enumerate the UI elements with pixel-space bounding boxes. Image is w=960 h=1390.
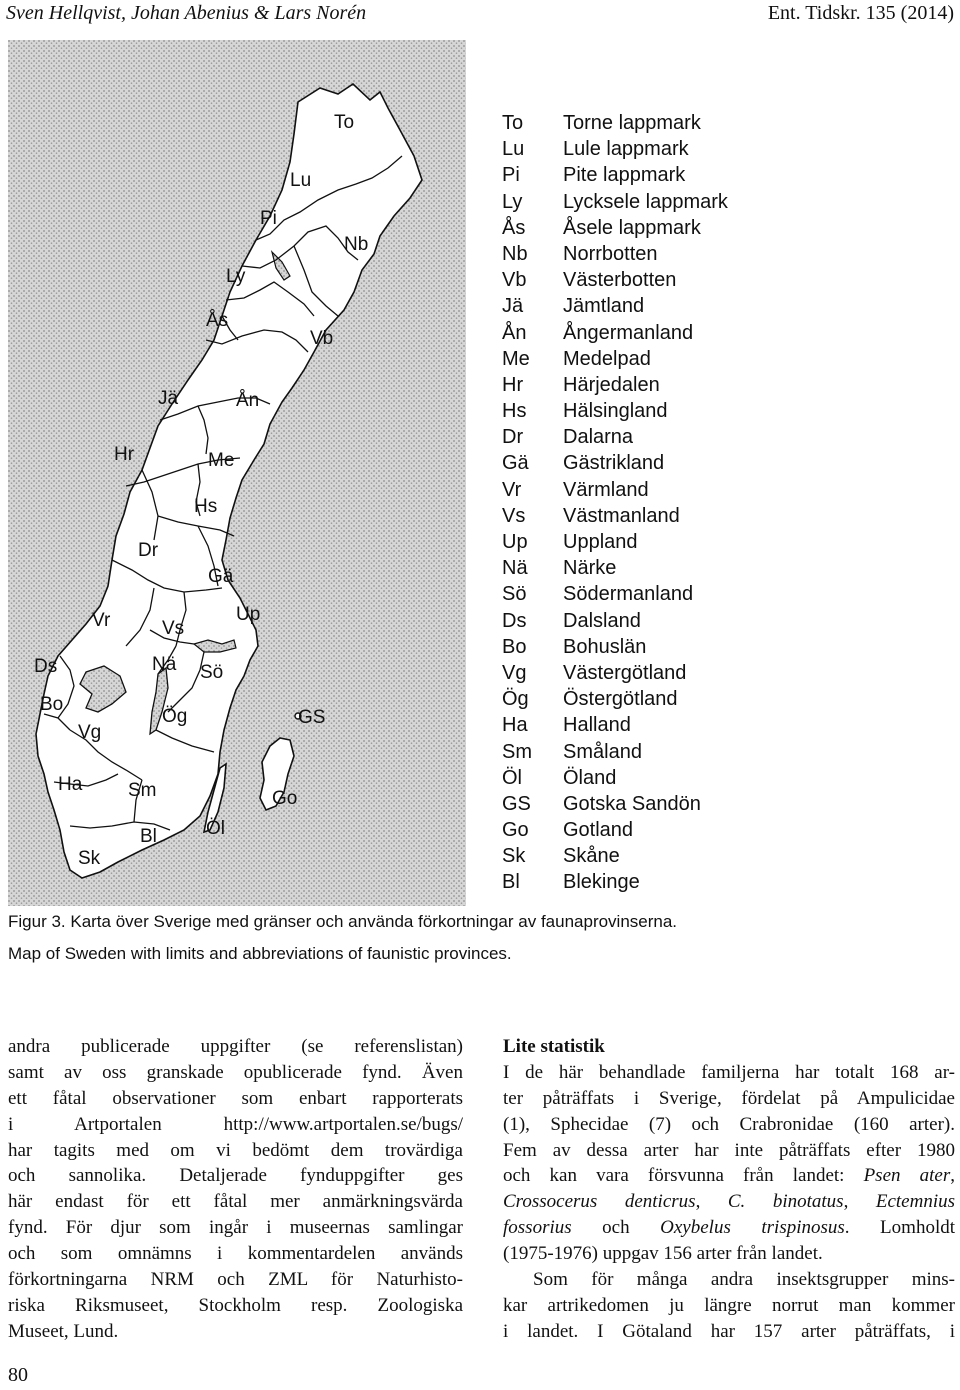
legend-abbreviation: Nä: [502, 557, 528, 580]
legend-abbreviation: Vg: [502, 661, 527, 684]
province-legend: [502, 110, 942, 896]
legend-abbreviation: GS: [502, 792, 531, 815]
legend-row: [502, 136, 942, 162]
legend-abbreviation: Sm: [502, 740, 532, 763]
legend-abbreviation: Up: [502, 531, 528, 553]
map-label-bl: Bl: [140, 826, 157, 847]
text-line: Museet, Lund.: [8, 1320, 119, 1342]
text-line: kar artrikedomen ju längre norrut man kommer: [503, 1294, 955, 1316]
legend-province-name: Åsele lappmark: [563, 216, 701, 239]
species-name: C. binotatus: [727, 1191, 844, 1213]
legend-row: [502, 608, 942, 634]
legend-province-name: Gotska Sandön: [563, 792, 701, 815]
legend-province-name: Härjedalen: [563, 373, 660, 396]
map-label-og: Ög: [162, 706, 188, 727]
legend-row: [502, 712, 942, 738]
text-line: i Artportalen http://www.artportalen.se/bugs/: [8, 1113, 463, 1135]
figure-caption: [8, 906, 948, 970]
legend-province-name: Hälsingland: [563, 400, 668, 423]
sweden-map: [8, 40, 466, 906]
map-label-lu: Lu: [290, 170, 312, 191]
text-line: riska Riksmuseet, Stockholm resp. Zoologiska: [8, 1294, 463, 1316]
legend-row: [502, 215, 942, 241]
text-span: och kan vara försvunna från landet:: [503, 1165, 864, 1187]
legend-province-name: Öland: [563, 766, 617, 789]
legend-province-name: Södermanland: [563, 583, 694, 606]
map-label-vb: Vb: [310, 328, 334, 349]
legend-row: [502, 241, 942, 267]
map-label-vg: Vg: [78, 722, 102, 743]
text-line: [503, 1163, 955, 1189]
legend-abbreviation: Ån: [502, 321, 527, 344]
legend-province-name: Värmland: [563, 478, 649, 501]
legend-abbreviation: Hs: [502, 400, 527, 423]
legend-abbreviation: Gä: [502, 452, 529, 475]
legend-abbreviation: Ög: [502, 688, 529, 711]
map-label-nb: Nb: [344, 234, 369, 255]
legend-abbreviation: Sö: [502, 583, 527, 606]
text-line: samt av oss granskade opublicerade fynd. Även: [8, 1061, 463, 1083]
legend-row: [502, 765, 942, 791]
legend-row: [502, 110, 942, 136]
legend-province-name: Västmanland: [563, 504, 680, 527]
text-line: förkortningarna NRM och ZML för Naturhisto-: [8, 1269, 463, 1291]
legend-abbreviation: Vs: [502, 504, 526, 527]
legend-abbreviation: To: [502, 112, 524, 134]
map-label-ol: Öl: [206, 818, 225, 839]
legend-province-name: Lule lappmark: [563, 138, 689, 161]
text-line: här endast för ett fåtal mer anmärkningsvärda: [8, 1191, 463, 1213]
legend-abbreviation: Vr: [502, 478, 522, 501]
running-head: [6, 2, 954, 30]
map-label-hs: Hs: [194, 496, 218, 517]
legend-abbreviation: Bl: [502, 871, 520, 894]
text-line: [503, 1189, 955, 1215]
legend-abbreviation: Pi: [502, 164, 520, 187]
legend-row: [502, 398, 942, 424]
legend-province-name: Skåne: [563, 845, 620, 868]
map-label-as: Ås: [206, 310, 229, 331]
map-label-sm: Sm: [128, 780, 157, 801]
text-line: och sannolika. Detaljerade fynduppgifter ges: [8, 1165, 463, 1187]
map-label-so: Sö: [200, 662, 224, 683]
legend-row: [502, 634, 942, 660]
map-label-sk: Sk: [78, 848, 101, 869]
legend-row: [502, 843, 942, 869]
sweden-map-figure: [8, 40, 466, 906]
caption-english: Map of Sweden with limits and abbreviations of faunistic provinces.: [8, 944, 512, 963]
legend-province-name: Dalsland: [563, 609, 641, 632]
legend-province-name: Gotland: [563, 819, 634, 842]
legend-row: [502, 162, 942, 188]
legend-province-name: Norrbotten: [563, 242, 658, 265]
running-head-journal: Ent. Tidskr. 135 (2014): [767, 2, 954, 24]
text-span: ,: [843, 1191, 876, 1213]
legend-row: [502, 739, 942, 765]
legend-abbreviation: Hr: [502, 373, 524, 396]
text-line: I de här behandlade familjerna har totalt 168 ar-: [503, 1061, 955, 1083]
running-head-authors: Sven Hellqvist, Johan Abenius & Lars Norén: [6, 2, 367, 24]
legend-row: [502, 293, 942, 319]
text-line: Fem av dessa arter har inte påträffats efter 1980: [503, 1139, 955, 1161]
legend-abbreviation: Ds: [502, 609, 527, 632]
species-name: Crossocerus denticrus: [503, 1191, 696, 1213]
map-label-an: Ån: [236, 390, 260, 411]
legend-province-name: Östergötland: [563, 688, 678, 711]
species-name: Ectemnius: [875, 1191, 956, 1213]
legend-province-name: Medelpad: [563, 347, 651, 370]
legend-abbreviation: Nb: [502, 242, 528, 265]
page-number: 80: [8, 1364, 28, 1386]
legend-row: [502, 869, 942, 895]
legend-abbreviation: Lu: [502, 138, 525, 161]
legend-abbreviation: Ha: [502, 714, 528, 737]
text-line: (1975-1976) uppgav 156 arter från landet.: [503, 1243, 823, 1265]
legend-abbreviation: Dr: [502, 426, 524, 449]
legend-province-name: Lycksele lappmark: [563, 190, 728, 213]
legend-province-name: Uppland: [563, 531, 638, 553]
map-label-ha: Ha: [58, 774, 83, 795]
map-label-to: To: [334, 112, 355, 133]
legend-row: [502, 450, 942, 476]
legend-abbreviation: Bo: [502, 635, 527, 658]
legend-province-name: Västerbotten: [563, 269, 677, 292]
section-heading: Lite statistik: [503, 1036, 605, 1057]
text-line: har tagits med om vi bedömt dem trovärdiga: [8, 1139, 463, 1161]
legend-row: [502, 529, 942, 555]
legend-row: [502, 189, 942, 215]
legend-row: [502, 424, 942, 450]
legend-province-name: Halland: [563, 714, 631, 737]
text-line: [503, 1215, 955, 1241]
legend-row: [502, 660, 942, 686]
text-line: Som för många andra insektsgrupper mins-: [533, 1269, 955, 1291]
map-label-me: Me: [208, 450, 235, 471]
map-label-ja: Jä: [158, 388, 179, 409]
legend-abbreviation: Ly: [502, 190, 523, 213]
map-label-ly: Ly: [226, 266, 246, 287]
text-line: andra publicerade uppgifter (se referenslistan): [8, 1036, 463, 1057]
legend-province-name: Gästrikland: [563, 452, 665, 475]
legend-abbreviation: Ås: [502, 216, 526, 239]
species-name: Psen ater: [863, 1165, 951, 1187]
map-label-vr: Vr: [92, 610, 111, 631]
legend-province-name: Närke: [563, 557, 617, 580]
legend-abbreviation: Jä: [502, 295, 524, 318]
legend-province-name: Blekinge: [563, 871, 640, 894]
legend-province-name: Torne lappmark: [563, 112, 701, 134]
map-label-hr: Hr: [114, 444, 135, 465]
legend-abbreviation: Vb: [502, 269, 527, 292]
map-label-dr: Dr: [138, 540, 159, 561]
legend-province-name: Pite lappmark: [563, 164, 686, 187]
map-label-bo: Bo: [40, 694, 64, 715]
text-span: ,: [695, 1191, 728, 1213]
text-line: i landet. I Götaland har 157 arter påträffats, i: [503, 1320, 955, 1342]
legend-abbreviation: Öl: [502, 766, 522, 789]
legend-row: [502, 477, 942, 503]
right-column-text: [503, 1034, 955, 1345]
legend-abbreviation: Go: [502, 819, 529, 842]
legend-province-name: Dalarna: [563, 426, 634, 449]
legend-province-name: Ångermanland: [563, 321, 694, 344]
legend-abbreviation: Me: [502, 347, 530, 370]
map-label-vs: Vs: [162, 618, 185, 639]
legend-row: [502, 372, 942, 398]
map-label-up: Up: [236, 604, 261, 625]
legend-province-name: Jämtland: [563, 295, 645, 318]
legend-row: [502, 267, 942, 293]
map-label-ds: Ds: [34, 656, 58, 677]
text-line: ter påträffats i Sverige, fördelat på Ampulicidae: [503, 1087, 955, 1109]
text-line: och som omnämns i kommentardelen används: [8, 1243, 463, 1265]
map-label-na: Nä: [152, 654, 177, 675]
text-line: fynd. För djur som ingår i museernas samlingar: [8, 1217, 463, 1239]
legend-row: [502, 817, 942, 843]
legend-row: [502, 320, 942, 346]
legend-row: [502, 686, 942, 712]
legend-abbreviation: Sk: [502, 845, 526, 868]
legend-row: [502, 555, 942, 581]
text-span: ,: [950, 1165, 955, 1187]
legend-province-name: Bohuslän: [563, 635, 647, 658]
legend-province-name: Småland: [563, 740, 642, 763]
species-name: Oxybelus trispinosus: [660, 1217, 845, 1239]
map-label-go: Go: [272, 788, 298, 809]
legend-row: [502, 581, 942, 607]
left-column-text: [8, 1034, 463, 1345]
text-span: . Lomholdt: [844, 1217, 956, 1239]
legend-province-name: Västergötland: [563, 661, 687, 684]
caption-swedish: Figur 3. Karta över Sverige med gränser och använda förkortningar av faunaprovinserna.: [8, 912, 678, 931]
text-line: (1), Sphecidae (7) och Crabronidae (160 arter).: [503, 1113, 955, 1135]
map-label-pi: Pi: [260, 208, 277, 229]
legend-row: [502, 791, 942, 817]
text-line: ett fåtal observationer som enbart rapporterats: [8, 1087, 463, 1109]
legend-row: [502, 346, 942, 372]
text-span: och: [571, 1217, 661, 1239]
map-label-gs: GS: [298, 707, 326, 728]
legend-row: [502, 503, 942, 529]
map-label-ga: Gä: [208, 566, 234, 587]
species-name: fossorius: [503, 1217, 572, 1239]
